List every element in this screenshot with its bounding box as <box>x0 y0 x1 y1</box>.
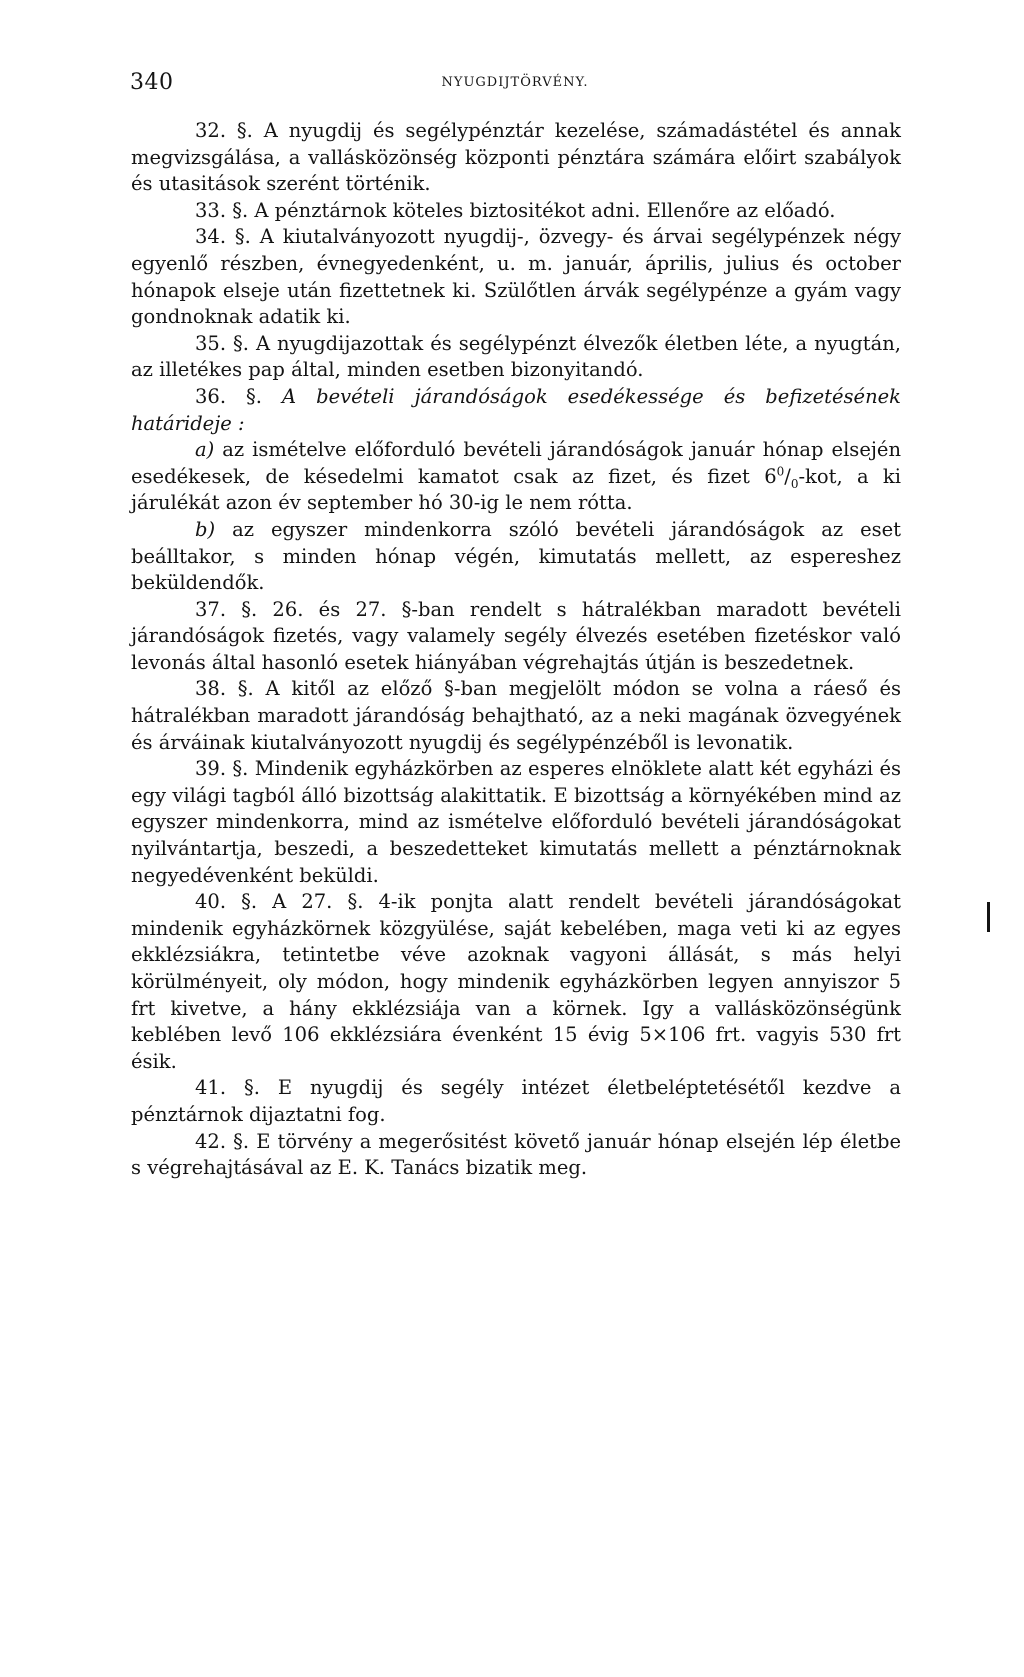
margin-mark <box>987 902 990 932</box>
percent-sub: 0 <box>790 476 799 491</box>
item-a-label: a) <box>195 438 215 462</box>
page-number: 340 <box>130 70 174 95</box>
section-34: 34. §. A kiutalványozott nyugdij-, özvegy- és árvai segélypénzek négy egyenlő részben, évnegyedenként, u. m. január, április, julius és october hónapok elseje után fizettetnek ki. Szülőtlen árvák segélypénze a gyám vagy gondnoknak adatik ki. <box>131 225 901 329</box>
item-a-text-start: az ismételve előforduló bevételi járandóságok január hónap elsején esedékesek, de késedelmi kamatot csak az fizet, és fizet 6 <box>131 438 902 488</box>
section-36-title: A bevételi járandóságok esedékessége és befizetésének határideje : <box>131 384 901 435</box>
section-42: 42. §. E törvény a megerősitést követő január hónap elsején lép életbe s végrehajtásával az E. K. Tanács bizatik meg. <box>131 1129 901 1180</box>
section-41: 41. §. E nyugdij és segély intézet életbeléptetésétől kezdve a pénztárnok dijaztatni fog. <box>131 1076 901 1126</box>
item-b-text: az egyszer mindenkorra szóló bevételi járandóságok az eset beálltakor, s minden hónap végén, kimutatás mellett, az espereshez beküldendők. <box>131 517 902 595</box>
section-32: 32. §. A nyugdij és segélypénztár kezelése, számadástétel és annak megvizsgálása, a vallásközönség központi pénztára számára előirt szabályok és utasitások szerént történik. <box>131 119 901 196</box>
section-36 <box>131 384 901 437</box>
section-36-b <box>131 517 901 597</box>
page-header <box>130 70 900 96</box>
running-title: NYUGDIJTÖRVÉNY. <box>441 75 589 90</box>
section-40: 40. §. A 27. §. 4-ik ponjta alatt rendelt bevételi járandóságokat mindenik egyházkörnek közgyülése, saját kebelében, maga veti ki az egyes ekklézsiákra, tetintetbe véve azoknak vagyoni állását, s más helyi körülményeit, oly módon, hogy mindenik egyházkörben legyen annyiszor 5 frt kivetve, a hány ekklézsiája van a körnek. Igy a vallásközönségünk keblében levő 106 ekklézsiára évenként 15 évig 5×106 frt. vagyis 530 frt ésik. <box>131 890 901 1073</box>
percent-sup: 0 <box>776 464 785 479</box>
percent-slash: / <box>784 464 791 488</box>
item-b-label: b) <box>195 517 216 541</box>
section-36-number: 36. §. <box>195 384 262 408</box>
section-38: 38. §. A kitől az előző §-ban megjelölt módon se volna a ráeső és hátralékban maradott járandóság behajtható, az a neki magának özvegyének és árváinak kiutalványozott nyugdij és segélypénzéből is levonatik. <box>131 677 901 754</box>
item-a-text-end: -kot, a ki járulékát azon év september hó 30-ig le nem rótta. <box>131 464 901 515</box>
section-35: 35. §. A nyugdijazottak és segélypénzt élvezők életben léte, a nyugtán, az illetékes pap által, minden esetben bizonyitandó. <box>131 331 901 382</box>
body-text <box>131 118 901 1182</box>
section-39: 39. §. Mindenik egyházkörben az esperes elnöklete alatt két egyházi és egy világi tagból álló bizottság alakittatik. E bizottság a környékében mind az egyszer mindenkorra, mind az ismételve előforduló bevételi járandóságokat nyilvántartja, beszedi, a beszedetteket kimutatás mellett a pénztárnoknak negyedévenként beküldi. <box>131 757 901 887</box>
section-33: 33. §. A pénztárnok köteles biztositékot adni. Ellenőre az előadó. <box>195 198 836 222</box>
section-37: 37. §. 26. és 27. §-ban rendelt s hátralékban maradott bevételi járandóságok fizetés, vagy valamely segély élvezés esetében fizetéskor való levonás által hasonló esetek hiányában végrehajtás útján is beszedetnek. <box>131 597 901 674</box>
section-36-a <box>131 437 901 517</box>
